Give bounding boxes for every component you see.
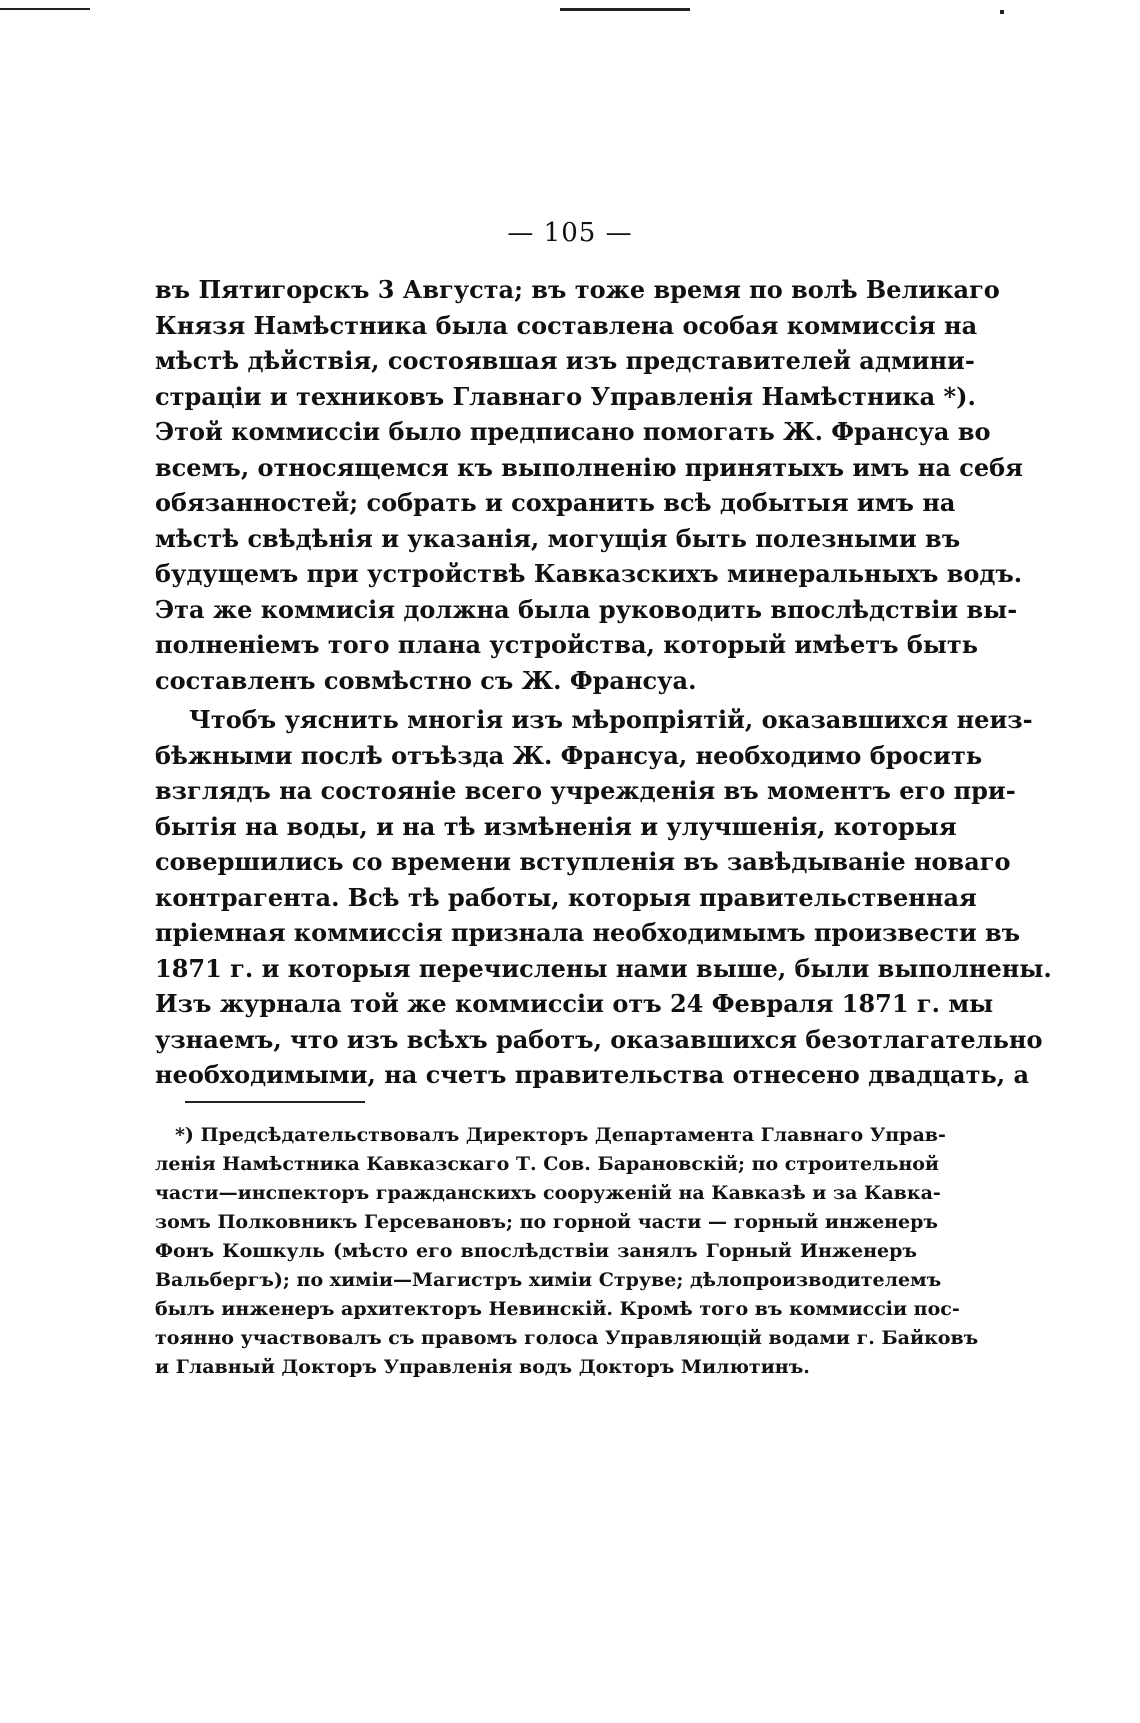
text-line: необходимыми, на счетъ правительства отнесено двадцать, а xyxy=(155,1060,1030,1089)
text-line: взглядъ на состояніе всего учрежденія въ моментъ его при- xyxy=(155,776,1016,805)
text-line: контрагента. Всѣ тѣ работы, которыя правительственная xyxy=(155,882,977,912)
text-line: мѣстѣ свѣдѣнія и указанія, могущія быть полезными въ xyxy=(155,523,961,553)
footnote-line: былъ инженеръ архитекторъ Невинскій. Кромѣ того въ коммиссіи пос- xyxy=(155,1298,960,1320)
footnote-line: и Главный Докторъ Управленія водъ Докторъ Милютинъ. xyxy=(155,1356,810,1378)
text-line: полненіемъ того плана устройства, который имѣетъ быть xyxy=(155,630,979,659)
text-line: страціи и техниковъ Главнаго Управленія Намѣстника *). xyxy=(155,381,976,411)
text-line: мѣстѣ дѣйствія, состоявшая изъ представителей админи- xyxy=(155,346,975,375)
paragraph-2 xyxy=(155,702,1052,1093)
text-line: Этой коммиссіи было предписано помогать Ж. Франсуа во xyxy=(155,417,991,446)
text-line: пріемная коммиссія признала необходимымъ произвести въ xyxy=(155,918,1021,947)
text-line: узнаемъ, что изъ всѣхъ работъ, оказавшихся безотлагательно xyxy=(155,1024,1043,1054)
text-line: Изъ журнала той же коммиссіи отъ 24 Февраля 1871 г. мы xyxy=(155,989,994,1018)
text-line: составленъ совмѣстно съ Ж. Франсуа. xyxy=(155,665,697,695)
footnote-line: *) Предсѣдательствовалъ Директоръ Департамента Главнаго Управ- xyxy=(175,1124,946,1146)
main-text xyxy=(155,272,1052,1093)
text-line: 1871 г. и которыя перечислены нами выше, были выполнены. xyxy=(155,953,1052,983)
text-line: бытія на воды, и на тѣ измѣненія и улучшенія, которыя xyxy=(155,811,957,841)
paragraph-1 xyxy=(155,272,1023,698)
text-line: Князя Намѣстника была составлена особая коммиссія на xyxy=(155,310,978,340)
footnote-line: тоянно участвовалъ съ правомъ голоса Управляющій водами г. Байковъ xyxy=(155,1327,979,1349)
footnote-divider xyxy=(185,1101,365,1103)
scan-artifact-top xyxy=(1000,10,1004,14)
text-line: будущемъ при устройствѣ Кавказскихъ минеральныхъ водъ. xyxy=(155,559,1023,588)
text-line: всемъ, относящемся къ выполненію принятыхъ имъ на себя xyxy=(155,452,1023,482)
text-line: Чтобъ уяснить многія изъ мѣропріятій, оказавшихся неиз- xyxy=(189,705,1033,734)
footnote-line: Фонъ Кошкуль (мѣсто его впослѣдствіи занялъ Горный Инженеръ xyxy=(155,1240,917,1262)
text-line: въ Пятигорскъ 3 Августа; въ тоже время по волѣ Великаго xyxy=(155,275,1000,304)
page-number: — 105 — xyxy=(507,218,633,248)
text-line: совершились со времени вступленія въ завѣдываніе новаго xyxy=(155,847,1011,876)
scan-artifact-top xyxy=(560,8,690,11)
footnote-line: части—инспекторъ гражданскихъ сооруженій на Кавказѣ и за Кавка- xyxy=(155,1182,941,1204)
scan-artifact-top xyxy=(0,8,90,10)
text-line: Эта же коммисія должна была руководить впослѣдствіи вы- xyxy=(155,594,1018,624)
footnote xyxy=(155,1121,979,1382)
text-line: обязанностей; собрать и сохранить всѣ добытыя имъ на xyxy=(155,488,956,517)
footnote-line: Вальбергъ); по химіи—Магистръ химіи Струве; дѣлопроизводителемъ xyxy=(155,1269,942,1291)
footnote-line: ленія Намѣстника Кавказскаго Т. Сов. Барановскій; по строительной xyxy=(155,1153,940,1175)
text-line: бѣжными послѣ отъѣзда Ж. Франсуа, необходимо бросить xyxy=(155,740,983,770)
footnote-line: зомъ Полковникъ Герсевановъ; по горной части — горный инженеръ xyxy=(155,1211,939,1233)
